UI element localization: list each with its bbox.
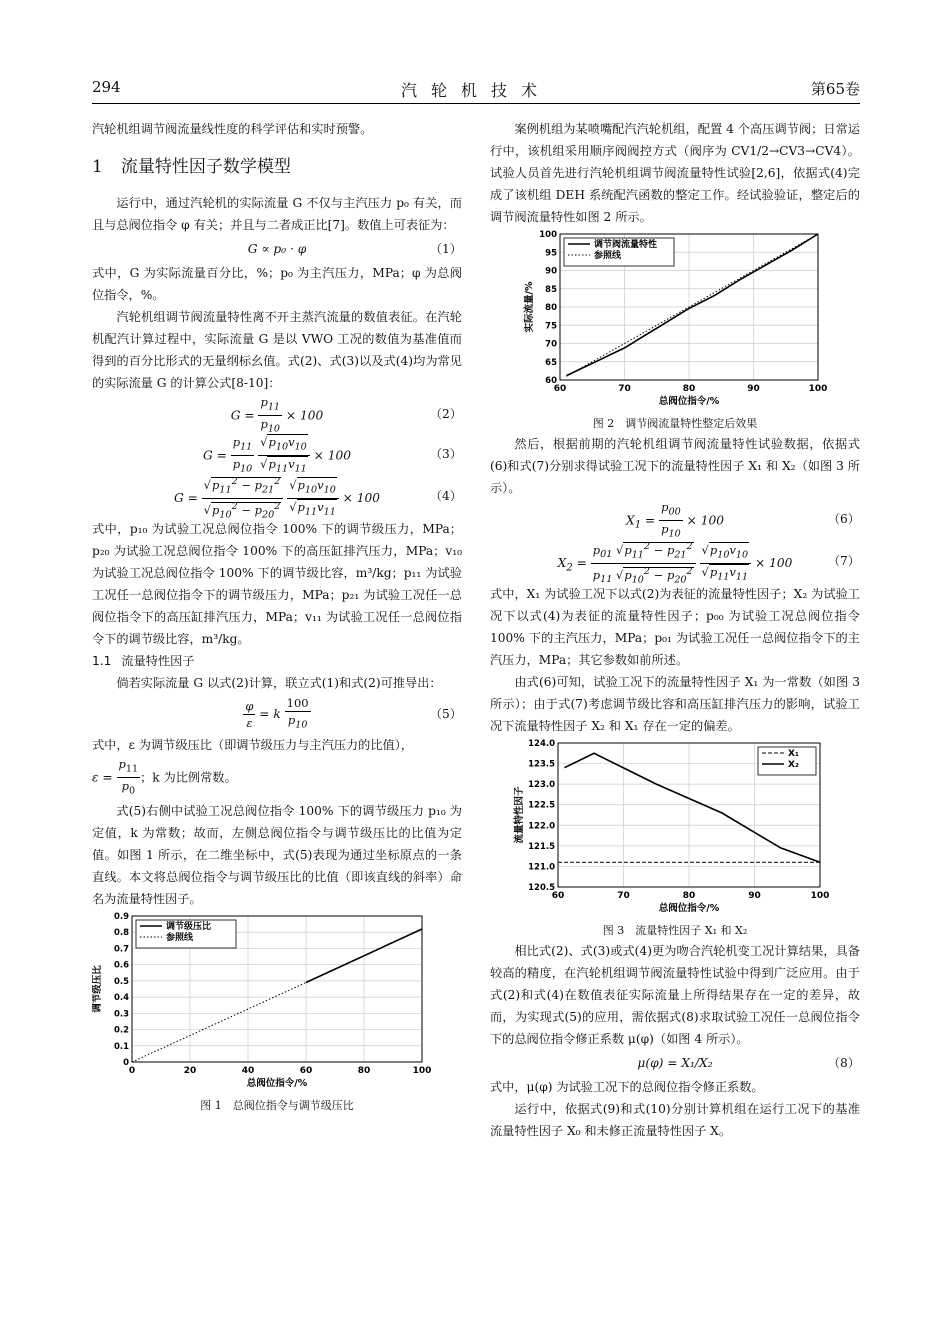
- y-axis-label: 流量特性因子: [514, 786, 525, 844]
- paragraph: 式中，G 为实际流量百分比，%；p₀ 为主汽压力，MPa；φ 为总阀位指令，%。: [92, 266, 462, 302]
- equation-number: （8）: [827, 1056, 860, 1070]
- legend-label: 调节级压比: [166, 921, 212, 932]
- figure-caption: 图 1 总阀位指令与调节级压比: [200, 1098, 354, 1112]
- y-tick-label: 0.4: [113, 992, 129, 1003]
- paragraph: 汽轮机组调节阀流量线性度的科学评估和实时预警。: [92, 122, 373, 136]
- paragraph: ；k 为比例常数。: [140, 770, 237, 785]
- x-tick-label: 80: [682, 384, 696, 394]
- equation-number: （5）: [429, 707, 462, 721]
- y-tick-label: 0.3: [113, 1008, 129, 1019]
- page-number: 294: [92, 78, 121, 96]
- section-number: 1: [92, 157, 103, 177]
- subsection-number: 1.1: [92, 654, 112, 668]
- paragraph: 由式(6)可知，试验工况下的流量特性因子 X₁ 为一常数（如图 3 所示）；由于式(7)考虑调节级比容和高压缸排汽压力的影响，试验工况下流量特性因子 X₂ 和 X₁ 存在一定的偏差。: [490, 675, 860, 733]
- x-tick-label: 60: [299, 1065, 313, 1076]
- legend-label: X₁: [788, 749, 799, 759]
- x-tick-label: 90: [747, 384, 760, 394]
- equation-7: $X_2$ = $\frac{p_{01} √p_{11}^2 - p_{21}^2}{p_{11} √p_{10}^2 - p_{20}^2}$ $\frac{√p_{10}v_{10}}{√p_{11}v_{11}}$ × 100 （7）: [557, 541, 860, 586]
- paragraph: 倘若实际流量 G 以式(2)计算，联立式(1)和式(2)可推导出：: [116, 676, 442, 690]
- equation-1: [92, 236, 462, 262]
- y-tick-label: 0.5: [113, 976, 129, 987]
- equation-8: [490, 1050, 860, 1076]
- equation-6: $X_1$ = $\frac{p_{00}}{p_{10}}$ × 100 （6）: [626, 500, 860, 540]
- subsection-title: 流量特性因子: [121, 654, 195, 668]
- y-tick-label: 0.9: [113, 911, 129, 922]
- paragraph: 式(5)右侧中试验工况总阀位指令 100% 下的调节级压力 p₁₀ 为定值，k 为常数；故而，左侧总阀位指令与调节级压比的比值为定值。如图 1 所示，在二维坐标中，式(5)表现为通过坐标原点的一条直线。本文将总阀位指令与调节级压比的比值（即该直线的斜率）命名为流量特性因子。: [92, 803, 462, 906]
- paragraph: 式中，X₁ 为试验工况下以式(2)为表征的流量特性因子；X₂ 为试验工况下以式(4)为表征的流量特性因子；p₀₀ 为试验工况总阀位指令 100% 下的主汽压力，MPa；p₀₁ 为试验工况任一总阀位指令下的主汽压力，MPa；其它参数如前所述。: [490, 587, 860, 667]
- equation-number: （1）: [429, 242, 462, 256]
- y-tick-label: 65: [545, 357, 557, 368]
- x-tick-label: 60: [551, 891, 565, 901]
- x-tick-label: 40: [241, 1065, 255, 1076]
- y-tick-label: 75: [545, 321, 557, 332]
- y-tick-label: 0.6: [113, 960, 129, 971]
- y-tick-label: 0.7: [113, 944, 129, 955]
- x-tick-label: 20: [183, 1065, 197, 1076]
- equation-5: $\frac{\varphi}{\varepsilon}$ = k $\frac{100}{p_{10}}$ （5）: [92, 694, 462, 734]
- paragraph: 运行中，依据式(9)和式(10)分别计算机组在运行工况下的基准流量特性因子 X₀ 和未修正流量特性因子 X。: [490, 1102, 860, 1138]
- section-title: 流量特性因子数学模型: [120, 157, 291, 177]
- equation-4: G = $\frac{√p_{11}^2 - p_{21}^2}{√p_{10}^2 - p_{20}^2}$ $\frac{√p_{10}v_{10}}{√p_{11}v_{11}}$ × 100 （4）: [173, 476, 462, 521]
- y-tick-label: 121.0: [528, 862, 555, 873]
- y-tick-label: 70: [545, 339, 557, 350]
- series-line-2: [132, 982, 306, 1062]
- y-tick-label: 123.0: [528, 780, 555, 791]
- x-axis-label: 总阀位指令/%: [658, 396, 720, 407]
- figure-3-chart: [490, 737, 860, 915]
- x-tick-label: 80: [357, 1065, 371, 1076]
- paragraph: 式中，p₁₀ 为试验工况总阀位指令 100% 下的调节级压力，MPa；p₂₀ 为试验工况总阀位指令 100% 下的高压缸排汽压力，MPa；v₁₀ 为试验工况总阀位指令 100% 下的调节级比容，m³/kg；p₁₁ 为试验工况任一总阀位指令下的调节级压力，MPa；p₂₁ 为试验工况任一总阀位指令下的高压缸排汽压力，MPa；v₁₁ 为试验工况任一总阀位指令下的调节级比容，m³/kg。: [92, 522, 462, 646]
- figure-1-chart: [92, 910, 462, 1090]
- x-tick-label: 70: [617, 891, 630, 901]
- y-tick-label: 123.5: [528, 759, 555, 770]
- legend-label: 参照线: [166, 932, 194, 943]
- x-axis-label: 总阀位指令/%: [246, 1077, 308, 1089]
- paragraph: 式中，ε 为调节级压比（即调节级压力与主汽压力的比值），: [92, 738, 413, 752]
- header-rule: [92, 103, 860, 104]
- y-tick-label: 80: [545, 303, 557, 313]
- y-tick-label: 90: [545, 266, 557, 277]
- y-tick-label: 0.2: [113, 1025, 129, 1036]
- y-tick-label: 95: [545, 248, 557, 259]
- x-tick-label: 70: [618, 384, 631, 394]
- y-tick-label: 122.5: [528, 800, 555, 811]
- equation-number: （4）: [429, 489, 462, 503]
- volume-label: 第65卷: [810, 80, 860, 98]
- equation-number: （3）: [429, 447, 462, 461]
- legend-box: [758, 747, 816, 775]
- subsection-heading: [92, 650, 462, 672]
- paragraph: 运行中，通过汽轮机的实际流量 G 不仅与主汽压力 p₀ 有关，而且与总阀位指令 φ 有关；并且与二者成正比[7]。数值上可表征为：: [92, 196, 462, 232]
- legend-label: X₂: [788, 760, 799, 770]
- paragraph: 案例机组为某喷嘴配汽汽轮机组，配置 4 个高压调节阀；日常运行中，该机组采用顺序阀阀控方式（阀序为 CV1/2→CV3→CV4）。试验人员首先进行汽轮机组调节阀流量特性试验[2,6]，依据式(4)完成了该机组 DEH 系统配汽函数的整定工作。经试验验证，整定后的调节阀流量特性如图 2 所示。: [490, 122, 860, 224]
- y-tick-label: 0: [123, 1057, 129, 1068]
- figure-2: [490, 228, 860, 433]
- y-tick-label: 60: [545, 376, 557, 386]
- figure-1: [92, 910, 462, 1115]
- equation-number: （7）: [827, 554, 860, 568]
- x-tick-label: 100: [810, 891, 830, 901]
- figure-2-chart: [490, 228, 860, 408]
- y-tick-label: 85: [545, 284, 557, 295]
- y-tick-label: 124.0: [528, 739, 555, 749]
- y-tick-label: 121.5: [528, 841, 555, 852]
- y-tick-label: 120.5: [528, 883, 555, 893]
- legend-label: 调节阀流量特性: [594, 240, 658, 250]
- equation-number: （2）: [429, 407, 462, 421]
- x-axis-label: 总阀位指令/%: [658, 903, 720, 914]
- y-tick-label: 100: [539, 230, 557, 240]
- equation-3: G = $\frac{p_{11}}{p_{10}}$ $\frac{√p_{10}v_{10}}{√p_{11}v_{11}}$ × 100 （3）: [203, 435, 462, 475]
- x-tick-label: 60: [553, 384, 567, 394]
- paragraph-inline-formula: ε = $\frac{p_{11}}{p_0}$ ；k 为比例常数。: [92, 757, 237, 797]
- page-header: [92, 78, 860, 104]
- y-tick-label: 0.1: [113, 1041, 129, 1052]
- section-heading: [92, 154, 462, 180]
- figure-caption: 图 2 调节阀流量特性整定后效果: [592, 417, 758, 430]
- paragraph: 然后，根据前期的汽轮机组调节阀流量特性试验数据，依据式(6)和式(7)分别求得试验工况下的流量特性因子 X₁ 和 X₂（如图 3 所示）。: [490, 437, 860, 495]
- paragraph: 式中，μ(φ) 为试验工况下的总阀位指令修正系数。: [490, 1080, 764, 1094]
- right-column: [490, 118, 860, 1142]
- left-column: [92, 118, 462, 1115]
- x-tick-label: 100: [808, 384, 828, 394]
- journal-title: 汽轮机技术: [400, 81, 551, 100]
- figure-3: [490, 737, 860, 940]
- equation-body: G ∝ p₀ · φ: [247, 242, 307, 256]
- y-axis-label: 调节级压比: [92, 964, 103, 1013]
- equation-2: G = $\frac{p_{11}}{p_{10}}$ × 100 （2）: [230, 395, 462, 435]
- paragraph: 汽轮机组调节阀流量特性离不开主蒸汽流量的数值表征。在汽轮机配汽计算过程中，实际流量 G 是以 VWO 工况的数值为基准值而得到的百分比形式的无量纲标幺值。式(2)、式(3)以及式(4)均为常见的实际流量 G 的计算公式[8-10]：: [92, 310, 462, 390]
- equation-body: μ(φ) = X₁/X₂: [637, 1056, 713, 1070]
- paragraph: 相比式(2)、式(3)或式(4)更为吻合汽轮机变工况计算结果，具备较高的精度，在汽轮机组调节阀流量特性试验中得到广泛应用。由于式(2)和式(4)在数值表征实际流量上所得结果存在一定的差异，故而，为实现式(5)的应用，需依据式(8)求取试验工况任一总阀位指令下的总阀位指令修正系数 μ(φ)（如图 4 所示）。: [490, 944, 860, 1046]
- y-axis-label: 实际流量/%: [524, 281, 535, 333]
- y-tick-label: 122.0: [528, 821, 555, 832]
- x-tick-label: 0: [128, 1065, 136, 1076]
- figure-caption: 图 3 流量特性因子 X₁ 和 X₂: [602, 924, 748, 937]
- legend-label: 参照线: [594, 251, 622, 261]
- equation-number: （6）: [827, 512, 860, 526]
- y-tick-label: 0.8: [113, 927, 129, 938]
- x-tick-label: 90: [748, 891, 761, 901]
- x-tick-label: 80: [682, 891, 696, 901]
- x-tick-label: 100: [412, 1065, 432, 1076]
